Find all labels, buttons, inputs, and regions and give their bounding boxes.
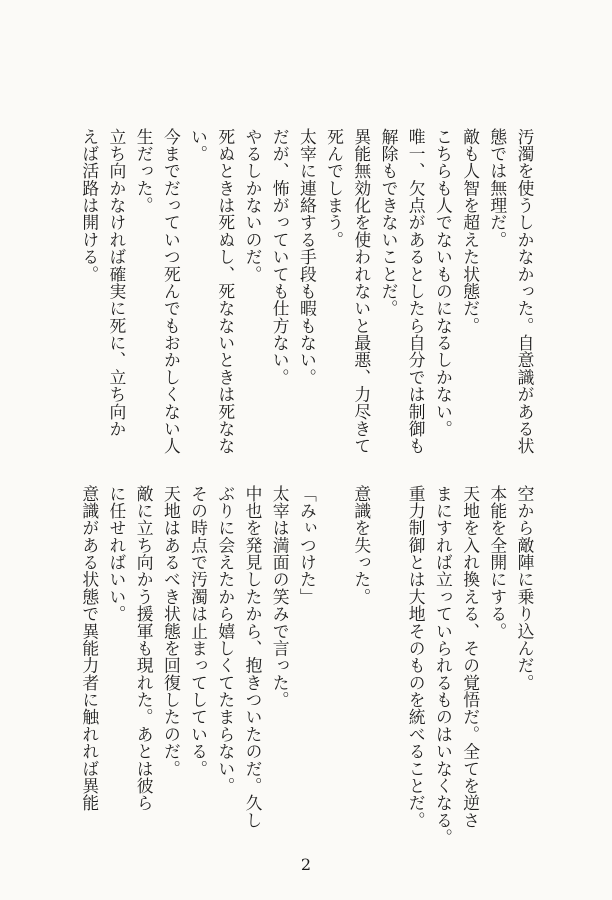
text-line: 重力制御とは大地そのものを統べることだ。 — [406, 485, 427, 829]
text-line: まにすれば立っていられるものはいなくなる。 — [433, 485, 454, 846]
text-line: ぶりに会えたから嬉しくてたまらない。 — [215, 485, 236, 795]
text-line: 異能無効化を使われないと最悪、力尽きて — [351, 128, 372, 455]
text-line: 太宰に連絡する手段も暇もない。 — [297, 128, 318, 386]
text-line: い。 — [188, 128, 209, 163]
text-line: 解除もできないことだ。 — [378, 128, 399, 318]
text-line: その時点で汚濁は止まってしている。 — [188, 485, 209, 778]
text-line: 空から敵陣に乗り込んだ。 — [515, 485, 535, 692]
text-block-bottom — [58, 485, 538, 846]
text-line: こちらも人でないものになるしかない。 — [433, 128, 454, 438]
text-line: 汚濁を使うしかなかった。自意識がある状 — [515, 128, 535, 455]
text-line: 天地はあるべき状態を回復したのだ。 — [161, 485, 182, 778]
text-line: 敵も人智を超えた状態だ。 — [460, 128, 481, 335]
text-line: 敵に立ち向かう援軍も現れた。あとは彼ら — [134, 485, 155, 812]
text-line: 態では無理だ。 — [487, 128, 508, 249]
text-line: 本能を全開にする。 — [487, 485, 508, 640]
text-line: えば活路は開ける。 — [79, 128, 100, 283]
page-number: 2 — [300, 855, 312, 874]
text-line: 「みぃつけた」 — [297, 485, 318, 606]
text-line: 意識を失った。 — [351, 485, 372, 606]
text-line: 唯一、欠点があるとしたら自分では制御も — [406, 128, 427, 455]
text-line: 死んでしまう。 — [324, 128, 345, 249]
text-line: 立ち向かなければ確実に死に、立ち向か — [106, 128, 127, 438]
text-line: 生だった。 — [134, 128, 155, 214]
text-line: 太宰は満面の笑みで言った。 — [270, 485, 291, 709]
text-line: 意識がある状態で異能力者に触れれば異能 — [79, 485, 100, 812]
text-line: 天地を入れ換える、その覚悟だ。全てを逆さ — [460, 485, 481, 829]
text-line: やるしかないのだ。 — [242, 128, 263, 283]
text-line: 中也を発見したから、抱きついたのだ。久し — [242, 485, 263, 829]
text-line: 死ぬときは死ぬし、死なないときは死なな — [215, 128, 236, 455]
blank-line — [375, 485, 402, 815]
blank-line — [320, 485, 347, 815]
text-line: 今までだっていつ死んでもおかしくない人 — [161, 128, 182, 455]
text-line: に任せればいい。 — [106, 485, 127, 623]
text-line: だが、怖がっていても仕方ない。 — [270, 128, 291, 386]
text-block-top — [58, 128, 538, 455]
